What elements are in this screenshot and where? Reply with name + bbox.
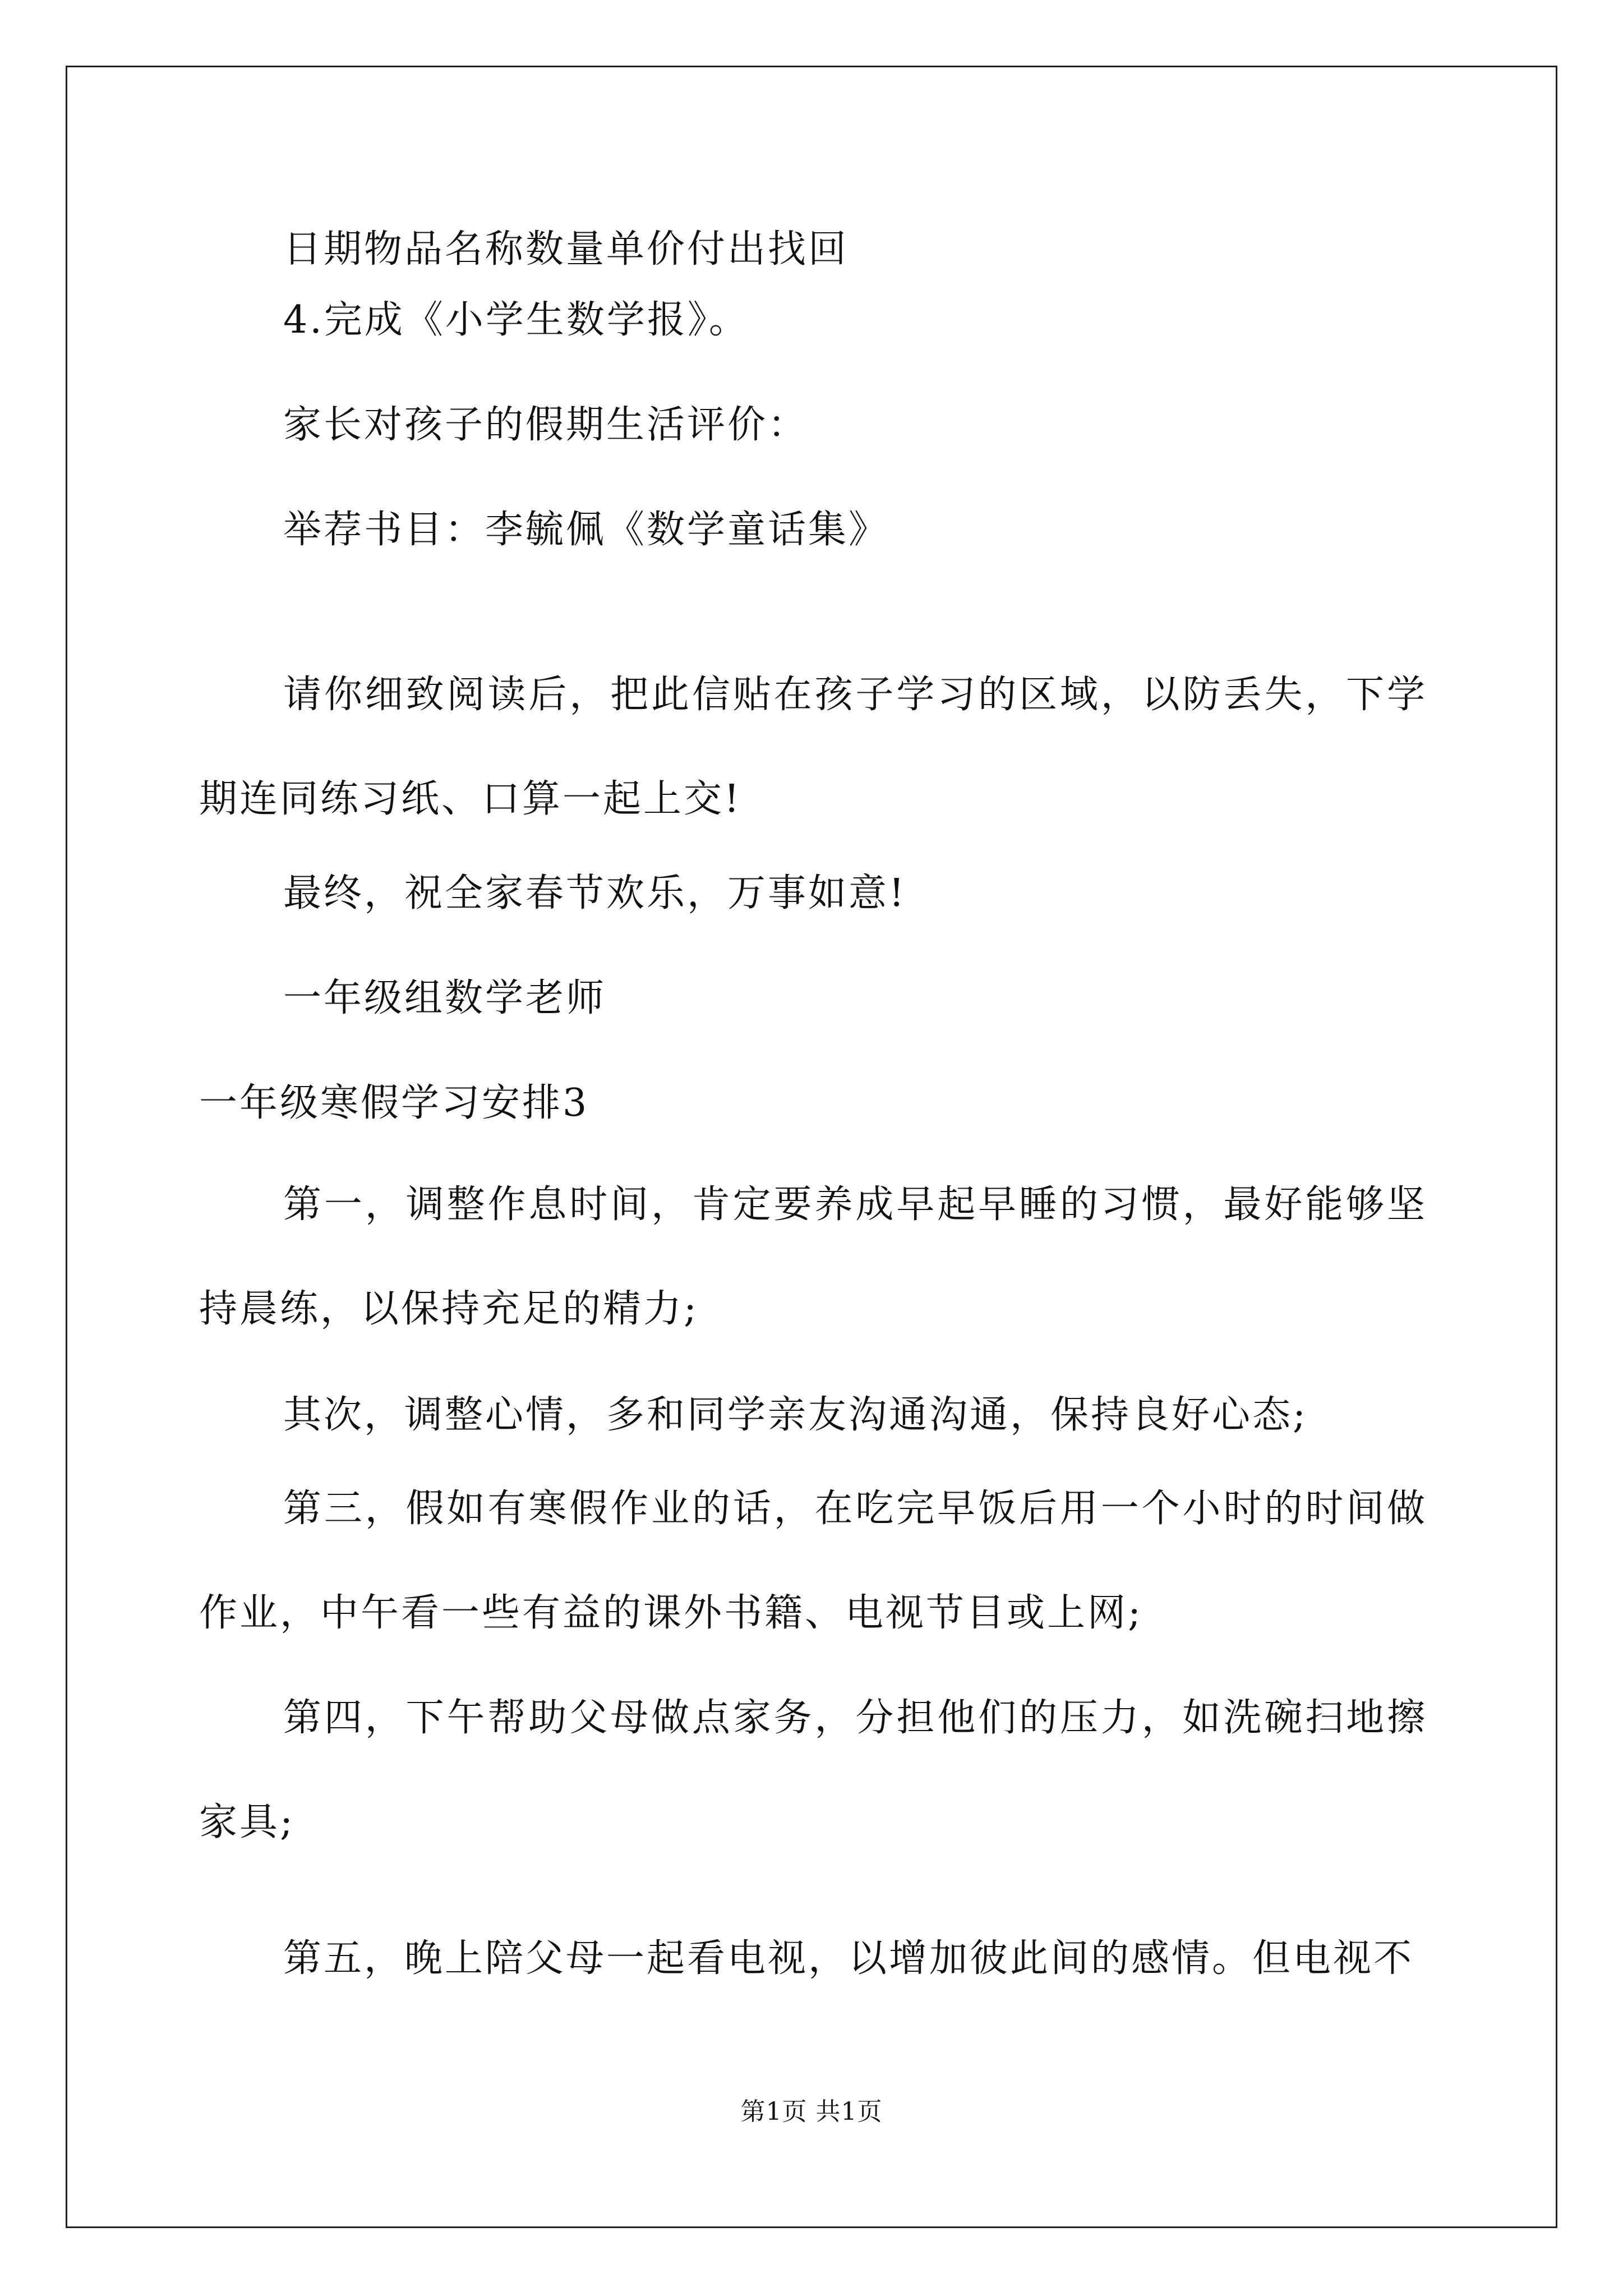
paragraph-recommended-books: 举荐书目：李毓佩《数学童话集》 xyxy=(283,508,889,552)
paragraph-fourth: 第四，下午帮助父母做点家务，分担他们的压力，如洗碗扫地擦家具; xyxy=(199,1696,1427,1844)
paragraph-first: 第一，调整作息时间，肯定要养成早起早睡的习惯，最好能够坚持晨练，以保持充足的精力; xyxy=(199,1182,1427,1331)
page-number-footer: 第1页 共1页 xyxy=(740,2097,883,2126)
paragraph-third: 第三，假如有寒假作业的话，在吃完早饭后用一个小时的时间做作业，中午看一些有益的课外书籍、电视节目或上网; xyxy=(199,1487,1427,1635)
paragraph-read-carefully: 请你细致阅读后，把此信贴在孩子学习的区域，以防丢失，下学期连同练习纸、口算一起上交! xyxy=(199,673,1427,821)
paragraph-table-header: 日期物品名称数量单价付出找回 xyxy=(283,227,849,272)
paragraph-signature: 一年级组数学老师 xyxy=(283,976,607,1020)
section-heading: 一年级寒假学习安排3 xyxy=(199,1081,589,1125)
paragraph-math-newspaper: 4.完成《小学生数学报》。 xyxy=(283,298,749,342)
paragraph-parent-evaluation: 家长对孩子的假期生活评价： xyxy=(283,403,809,447)
paragraph-second: 其次，调整心情，多和同学亲友沟通沟通，保持良好心态; xyxy=(283,1393,1308,1437)
paragraph-best-wishes: 最终，祝全家春节欢乐，万事如意! xyxy=(283,871,907,915)
page-border xyxy=(66,66,1557,2228)
paragraph-fifth: 第五，晚上陪父母一起看电视，以增加彼此间的感情。但电视不 xyxy=(283,1936,1414,1981)
